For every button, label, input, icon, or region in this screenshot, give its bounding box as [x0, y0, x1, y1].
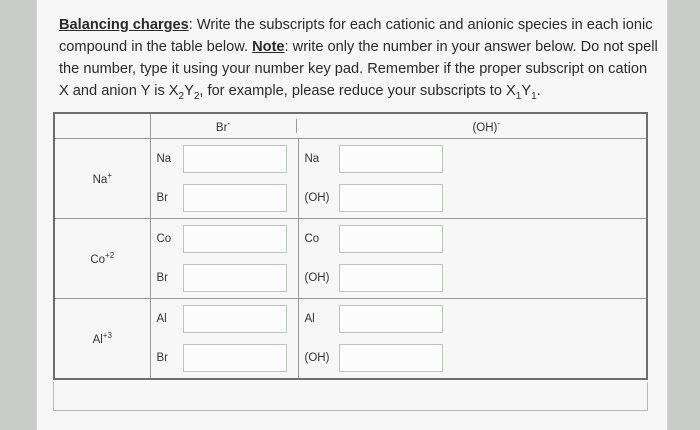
reduced-subscript-x: 1 [515, 90, 522, 102]
anion-headers [150, 113, 647, 139]
input-na-br-anion[interactable] [183, 184, 287, 212]
cation-charge: +2 [105, 251, 115, 261]
entry-label: Al [156, 312, 167, 325]
header-blank [54, 113, 150, 139]
subscript-y: 2 [193, 90, 200, 102]
entry-al-oh-cation [299, 299, 647, 338]
header-oh-text: (OH) [472, 121, 498, 134]
input-al-oh-cation[interactable] [339, 305, 443, 333]
instructions-part2: : write only the number in your answer below. Do not spell the number, type it using your number key pad. Remember if the proper subscript on cation X and anion Y is X [59, 39, 658, 99]
cation-label: Al [92, 333, 103, 346]
entry-al-br-anion [151, 338, 298, 377]
entry-label: Br [156, 351, 168, 364]
instructions-tail: . [536, 83, 541, 99]
input-co-oh-cation[interactable] [339, 225, 443, 253]
anion-y-reduced: Y [521, 83, 532, 99]
input-al-oh-anion[interactable] [339, 344, 443, 372]
row-na [54, 139, 647, 219]
entry-label: Br [156, 271, 168, 284]
entry-na-br-cation [151, 139, 298, 178]
anion-y: Y [184, 83, 194, 99]
cell-co-br [150, 218, 298, 298]
cell-co-oh [298, 218, 647, 298]
answer-area-bottom [53, 382, 648, 411]
cation-charge: + [107, 171, 112, 181]
header-oh-charge: - [497, 118, 501, 128]
cation-charge: +3 [102, 331, 112, 341]
entry-label: Na [156, 152, 172, 165]
entry-al-br-cation [151, 299, 298, 338]
instructions-part1: : Write the subscripts for each cationic and anionic species in each ionic compound in the table below. [59, 17, 653, 55]
cell-al-br [150, 298, 298, 379]
entry-label: Co [156, 232, 172, 245]
cation-na [54, 139, 150, 219]
cation-label: Na [92, 173, 108, 186]
header-oh [296, 119, 647, 134]
cell-al-oh [298, 298, 647, 379]
cation-co [54, 218, 150, 298]
entry-label: Co [304, 232, 320, 245]
input-na-oh-cation[interactable] [339, 145, 443, 173]
cation-al [54, 298, 150, 379]
header-row [54, 113, 647, 139]
subscript-x: 2 [178, 90, 185, 102]
row-co [54, 218, 647, 298]
ionic-compound-table [53, 112, 648, 380]
input-al-br-anion[interactable] [183, 344, 287, 372]
header-br [151, 119, 296, 134]
entry-label: (OH) [304, 351, 330, 364]
cell-na-br [150, 139, 298, 219]
instructions-heading: Balancing charges [59, 17, 189, 33]
entry-label: (OH) [304, 271, 330, 284]
input-al-br-cation[interactable] [183, 305, 287, 333]
entry-na-br-anion [151, 178, 298, 217]
worksheet [36, 0, 668, 430]
reduced-subscript-y: 1 [531, 90, 537, 102]
entry-label: Na [304, 152, 320, 165]
entry-co-oh-cation [299, 219, 647, 258]
input-co-br-cation[interactable] [183, 225, 287, 253]
entry-na-oh-anion [299, 178, 647, 217]
entry-co-br-anion [151, 258, 298, 297]
header-br-charge: - [227, 118, 231, 128]
entry-co-oh-anion [299, 258, 647, 297]
cell-na-oh [298, 139, 647, 219]
instructions-part3: , for example, please reduce your subscripts to X [199, 83, 516, 99]
entry-na-oh-cation [299, 139, 647, 178]
row-al [54, 298, 647, 379]
input-co-br-anion[interactable] [183, 264, 287, 292]
entry-label: Br [156, 191, 168, 204]
entry-al-oh-anion [299, 338, 647, 377]
entry-label: (OH) [304, 191, 330, 204]
note-label: Note [252, 39, 285, 55]
entry-label: Al [304, 312, 315, 325]
instructions [59, 14, 659, 108]
input-na-br-cation[interactable] [183, 145, 287, 173]
input-na-oh-anion[interactable] [339, 184, 443, 212]
header-br-text: Br [215, 121, 228, 134]
cation-label: Co [90, 253, 106, 266]
entry-co-br-cation [151, 219, 298, 258]
input-co-oh-anion[interactable] [339, 264, 443, 292]
